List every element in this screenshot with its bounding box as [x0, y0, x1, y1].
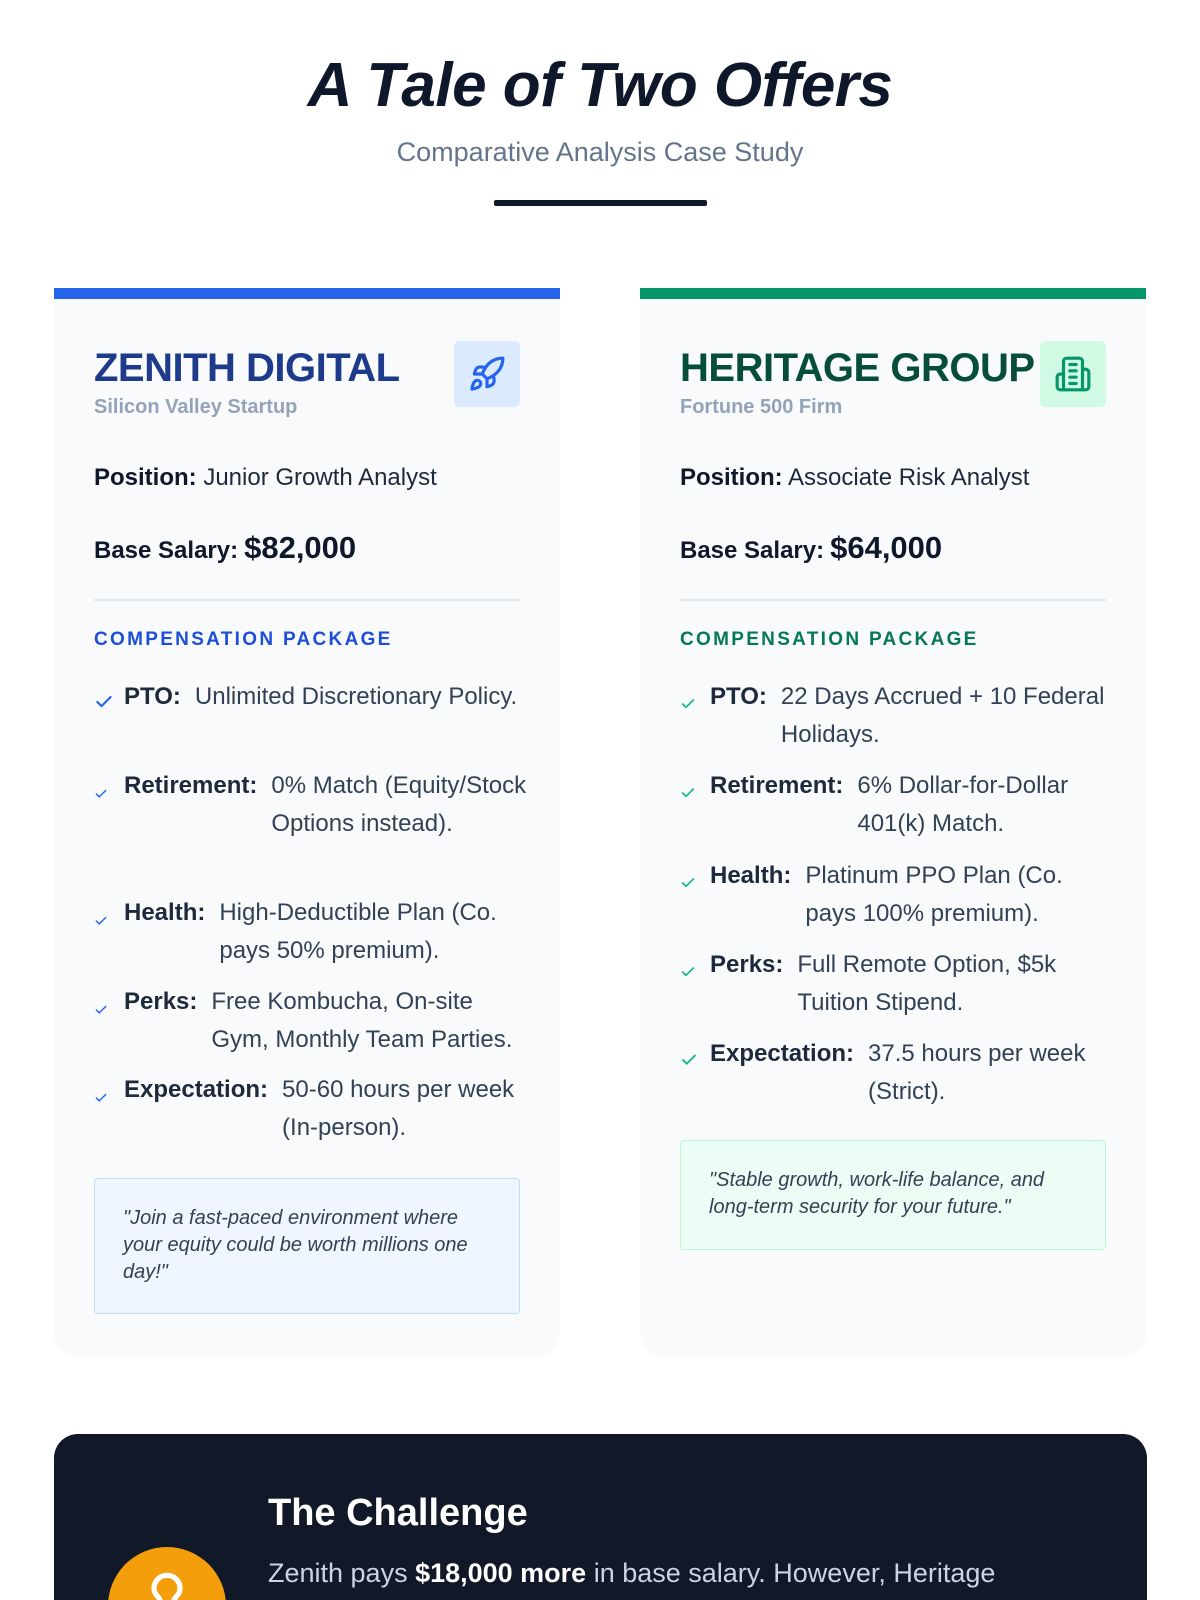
position-value: Junior Growth Analyst [203, 464, 437, 491]
benefit-label: Retirement: [710, 772, 844, 799]
page-subtitle: Comparative Analysis Case Study [396, 137, 804, 167]
position-row [94, 464, 437, 492]
benefit-label: Health: [710, 862, 792, 889]
page-title: A Tale of Two Offers [307, 51, 893, 120]
benefit-value: 0% Match (Equity/Stock Options instead). [271, 772, 527, 837]
salary-label: Base Salary: [94, 537, 239, 564]
section-heading: COMPENSATION PACKAGE [680, 629, 979, 650]
benefit-label: Perks: [710, 951, 784, 978]
offer-card-heritage [640, 288, 1146, 1356]
salary-label: Base Salary: [680, 537, 825, 564]
check-icon [680, 865, 700, 903]
position-label: Position: [94, 464, 197, 491]
benefit-value: 37.5 hours per week (Strict). [868, 1040, 1086, 1105]
benefit-health [94, 894, 534, 970]
benefit-value: 22 Days Accrued + 10 Federal Holidays. [780, 683, 1105, 748]
check-icon [94, 902, 114, 940]
benefit-label: Health: [124, 899, 206, 926]
title-divider [494, 200, 707, 206]
benefit-label: PTO: [710, 683, 767, 710]
benefit-pto [680, 678, 1120, 754]
benefit-expectation [94, 1071, 534, 1147]
card-divider [680, 599, 1106, 601]
company-icon-box [1040, 341, 1106, 407]
position-value: Associate Risk Analyst [788, 464, 1030, 491]
challenge-badge [108, 1547, 226, 1600]
card-accent-bar [54, 288, 560, 299]
salary-value: $82,000 [244, 530, 357, 565]
position-label: Position: [680, 464, 783, 491]
challenge-title: The Challenge [268, 1492, 528, 1534]
company-icon-box [454, 341, 520, 407]
benefit-value: Platinum PPO Plan (Co. pays 100% premium). [805, 862, 1063, 927]
salary-value: $64,000 [830, 530, 943, 565]
offer-card-zenith [54, 288, 560, 1356]
check-icon [94, 775, 114, 813]
check-icon [680, 686, 700, 724]
benefit-value: 6% Dollar-for-Dollar 401(k) Match. [857, 772, 1069, 837]
salary-row [94, 530, 356, 566]
benefit-value: Free Kombucha, On-site Gym, Monthly Team Parties. [211, 988, 513, 1053]
check-icon [680, 954, 700, 992]
card-accent-bar [640, 288, 1146, 299]
benefit-label: Retirement: [124, 772, 258, 799]
check-icon [94, 991, 114, 1029]
challenge-text-end: in base salary. However, Heritage [586, 1558, 996, 1588]
check-icon [680, 1043, 700, 1081]
building-icon [1054, 355, 1092, 393]
challenge-panel [54, 1434, 1147, 1600]
benefit-value: 50-60 hours per week (In-person). [282, 1076, 515, 1141]
check-icon [94, 1079, 114, 1117]
benefit-expectation [680, 1035, 1120, 1111]
benefit-label: PTO: [124, 683, 181, 710]
company-tagline: Silicon Valley Startup [94, 396, 298, 418]
benefit-perks [680, 946, 1120, 1022]
benefit-label: Perks: [124, 988, 198, 1015]
company-tagline: Fortune 500 Firm [680, 396, 843, 418]
benefit-retirement [94, 767, 534, 843]
salary-row [680, 530, 942, 566]
check-icon [94, 686, 114, 724]
rocket-icon [468, 355, 506, 393]
section-heading: COMPENSATION PACKAGE [94, 629, 393, 650]
benefit-value: High-Deductible Plan (Co. pays 50% premium). [219, 899, 497, 964]
benefit-perks [94, 983, 534, 1059]
challenge-text-start: Zenith pays [268, 1558, 416, 1588]
company-name: ZENITH DIGITAL [94, 346, 400, 390]
card-divider [94, 599, 520, 601]
benefit-retirement [680, 767, 1120, 843]
check-icon [680, 775, 700, 813]
offer-quote: "Join a fast-paced environment where your equity could be worth millions one day!" [94, 1178, 520, 1314]
benefit-health [680, 857, 1120, 933]
position-row [680, 464, 1029, 492]
company-name: HERITAGE GROUP [680, 346, 1035, 390]
offer-quote: "Stable growth, work-life balance, and long-term security for your future." [680, 1140, 1106, 1250]
benefit-label: Expectation: [710, 1040, 855, 1067]
benefit-value: Full Remote Option, $5k Tuition Stipend. [797, 951, 1057, 1016]
challenge-text-highlight: $18,000 more [415, 1558, 587, 1588]
benefit-value: Unlimited Discretionary Policy. [194, 683, 518, 710]
lightbulb-icon [141, 1571, 193, 1600]
challenge-text [268, 1558, 995, 1589]
benefit-label: Expectation: [124, 1076, 269, 1103]
benefit-pto [94, 678, 534, 724]
